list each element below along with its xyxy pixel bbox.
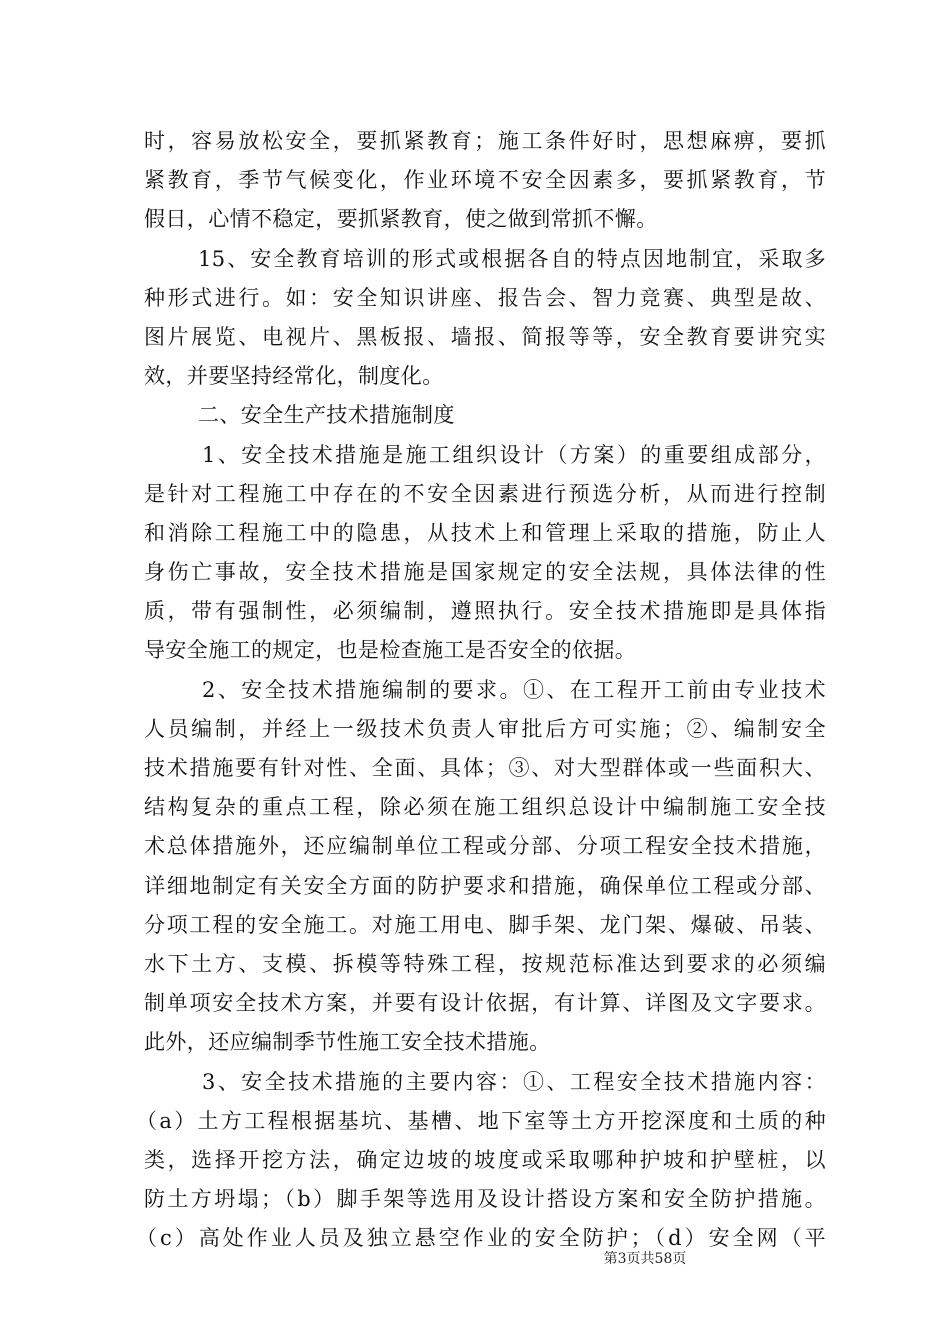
- text-line: 技术措施要有针对性、全面、具体；③、对大型群体或一些面积大、: [144, 756, 826, 780]
- text-line: 制单项安全技术方案，并要有设计依据，有计算、详图及文字要求。: [144, 991, 826, 1016]
- text-line: 详细地制定有关安全方面的防护要求和措施，确保单位工程或分部、: [144, 873, 826, 898]
- text-line: 质，带有强制性，必须编制，遵照执行。安全技术措施即是具体指: [144, 599, 826, 624]
- text-line: 分项工程的安全施工。对施工用电、脚手架、龙门架、爆破、吊装、: [144, 912, 826, 937]
- text-line: 人员编制，并经上一级技术负责人审批后方可实施；②、编制安全: [144, 716, 826, 741]
- text-line: 2、安全技术措施编制的要求。①、在工程开工前由专业技术: [202, 677, 826, 702]
- text-line: 是针对工程施工中存在的不安全因素进行预选分析，从而进行控制: [144, 481, 826, 506]
- text-line: 此外，还应编制季节性施工安全技术措施。: [144, 1030, 551, 1055]
- text-line: 类，选择开挖方法，确定边坡的坡度或采取哪种护坡和护壁桩，以: [144, 1147, 826, 1172]
- section-heading: 二、安全生产技术措施制度: [198, 403, 455, 428]
- text-line: 效，并要坚持经常化，制度化。: [144, 364, 444, 389]
- text-line: 导安全施工的规定，也是检查施工是否安全的依据。: [144, 638, 637, 663]
- text-line: 15、安全教育培训的形式或根据各自的特点因地制宜，采取多: [198, 246, 826, 271]
- text-line: 图片展览、电视片、黑板报、墙报、简报等等，安全教育要讲究实: [144, 324, 826, 349]
- text-line: 水下土方、支模、拆模等特殊工程，按规范标准达到要求的必须编: [144, 951, 826, 976]
- text-line: 结构复杂的重点工程，除必须在施工组织总设计中编制施工安全技: [144, 795, 826, 820]
- text-line: 身伤亡事故，安全技术措施是国家规定的安全法规，具体法律的性: [144, 560, 826, 585]
- text-line: 和消除工程施工中的隐患，从技术上和管理上采取的措施，防止人: [144, 520, 826, 545]
- text-line: 时，容易放松安全，要抓紧教育；施工条件好时，思想麻痹，要抓: [144, 129, 826, 153]
- text-line: 3、安全技术措施的主要内容：①、工程安全技术措施内容：: [202, 1069, 826, 1094]
- text-line: 种形式进行。如：安全知识讲座、报告会、智力竞赛、典型是故、: [144, 285, 826, 310]
- text-line: 1、安全技术措施是施工组织设计（方案）的重要组成部分，: [202, 442, 826, 467]
- page-number: 第3页共58页: [603, 1251, 687, 1267]
- document-body: [136, 122, 826, 1258]
- text-line: 防土方坍塌；（b）脚手架等选用及设计搭设方案和安全防护措施。: [144, 1187, 826, 1212]
- text-line: （a）土方工程根据基坑、基槽、地下室等土方开挖深度和土质的种: [136, 1108, 826, 1133]
- text-line: 紧教育，季节气候变化，作业环境不安全因素多，要抓紧教育，节: [144, 168, 826, 193]
- text-line: 术总体措施外，还应编制单位工程或分部、分项工程安全技术措施，: [144, 834, 826, 859]
- text-line: （c）高处作业人员及独立悬空作业的安全防护；（d）安全网（平: [136, 1226, 826, 1251]
- text-line: 假日，心情不稳定，要抓紧教育，使之做到常抓不懈。: [144, 207, 658, 232]
